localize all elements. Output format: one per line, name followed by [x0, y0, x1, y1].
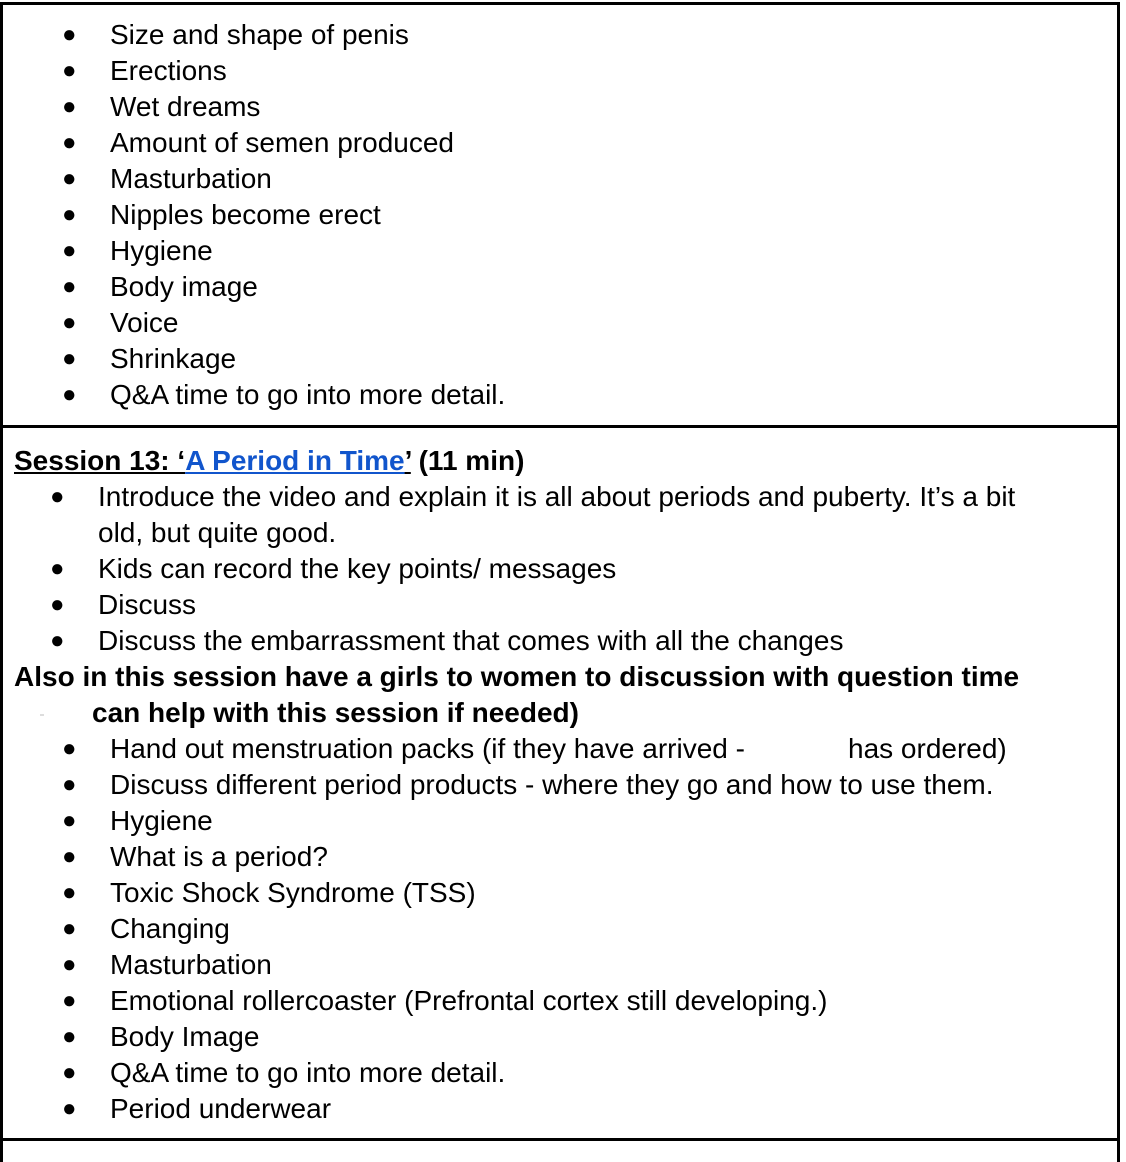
bullet: ● [62, 735, 77, 762]
bullet: ● [62, 165, 77, 192]
bullet: ● [62, 1095, 77, 1122]
list-item: Erections [110, 55, 227, 86]
row-divider [0, 1138, 1120, 1141]
bullet: ● [62, 381, 77, 408]
list-item: Amount of semen produced [110, 127, 454, 158]
list-item: Introduce the video and explain it is all about periods and puberty. It’s a bit [98, 481, 1016, 512]
bullet: ● [62, 57, 77, 84]
list-item: Q&A time to go into more detail. [110, 379, 506, 410]
bullet: ● [62, 129, 77, 156]
bullet: ● [62, 345, 77, 372]
list-item: Kids can record the key points/ messages [98, 553, 617, 584]
bullet: ● [62, 879, 77, 906]
list-item: Body image [110, 271, 258, 302]
bullet: ● [62, 843, 77, 870]
session-heading-prefix: Session 13: ‘ [14, 445, 186, 476]
list-item: Nipples become erect [110, 199, 381, 230]
list-item: Discuss [98, 589, 197, 620]
list-item: Q&A time to go into more detail. [110, 1057, 506, 1088]
session-heading-suffix: ’ [404, 445, 411, 476]
list-item: Masturbation [110, 163, 272, 194]
list-item: Masturbation [110, 949, 272, 980]
row-divider [0, 425, 1120, 428]
session-duration: (11 min) [410, 445, 525, 476]
bullet: ● [62, 273, 77, 300]
list-item-suffix: has ordered) [848, 733, 1007, 764]
list-item: What is a period? [110, 841, 328, 872]
girls-session-note: Also in this session have a girls to women to discussion with question time [14, 661, 1020, 692]
bullet: ● [62, 237, 77, 264]
list-item: Discuss the embarrassment that comes with all the changes [98, 625, 844, 656]
bullet: ● [62, 915, 77, 942]
list-item: Shrinkage [110, 343, 237, 374]
list-item: Wet dreams [110, 91, 261, 122]
session-heading [14, 443, 524, 479]
video-link[interactable]: A Period in Time [185, 445, 405, 476]
list-item: Period underwear [110, 1093, 332, 1124]
bullet: ● [62, 951, 77, 978]
list-item: Hand out menstruation packs (if they have arrived - [110, 733, 745, 764]
list-item: Emotional rollercoaster (Prefrontal cortex still developing.) [110, 985, 828, 1016]
bullet: ● [62, 1023, 77, 1050]
redaction-mark [40, 714, 44, 716]
bullet: ● [50, 483, 65, 510]
list-item: Voice [110, 307, 179, 338]
list-item: Size and shape of penis [110, 19, 409, 50]
bullet: ● [62, 201, 77, 228]
list-item: Discuss different period products - where they go and how to use them. [110, 769, 994, 800]
bullet: ● [50, 627, 65, 654]
list-item: Hygiene [110, 235, 213, 266]
bullet: ● [50, 591, 65, 618]
list-item: Hygiene [110, 805, 213, 836]
bullet: ● [62, 771, 77, 798]
list-item-continuation: old, but quite good. [98, 517, 337, 548]
bullet: ● [62, 309, 77, 336]
list-item: Body Image [110, 1021, 260, 1052]
bullet: ● [62, 807, 77, 834]
list-item: Changing [110, 913, 230, 944]
bullet: ● [62, 1059, 77, 1086]
list-item: Toxic Shock Syndrome (TSS) [110, 877, 476, 908]
bullet: ● [62, 21, 77, 48]
bullet: ● [62, 93, 77, 120]
bullet: ● [50, 555, 65, 582]
girls-session-note-continuation: can help with this session if needed) [92, 697, 579, 728]
bullet: ● [62, 987, 77, 1014]
